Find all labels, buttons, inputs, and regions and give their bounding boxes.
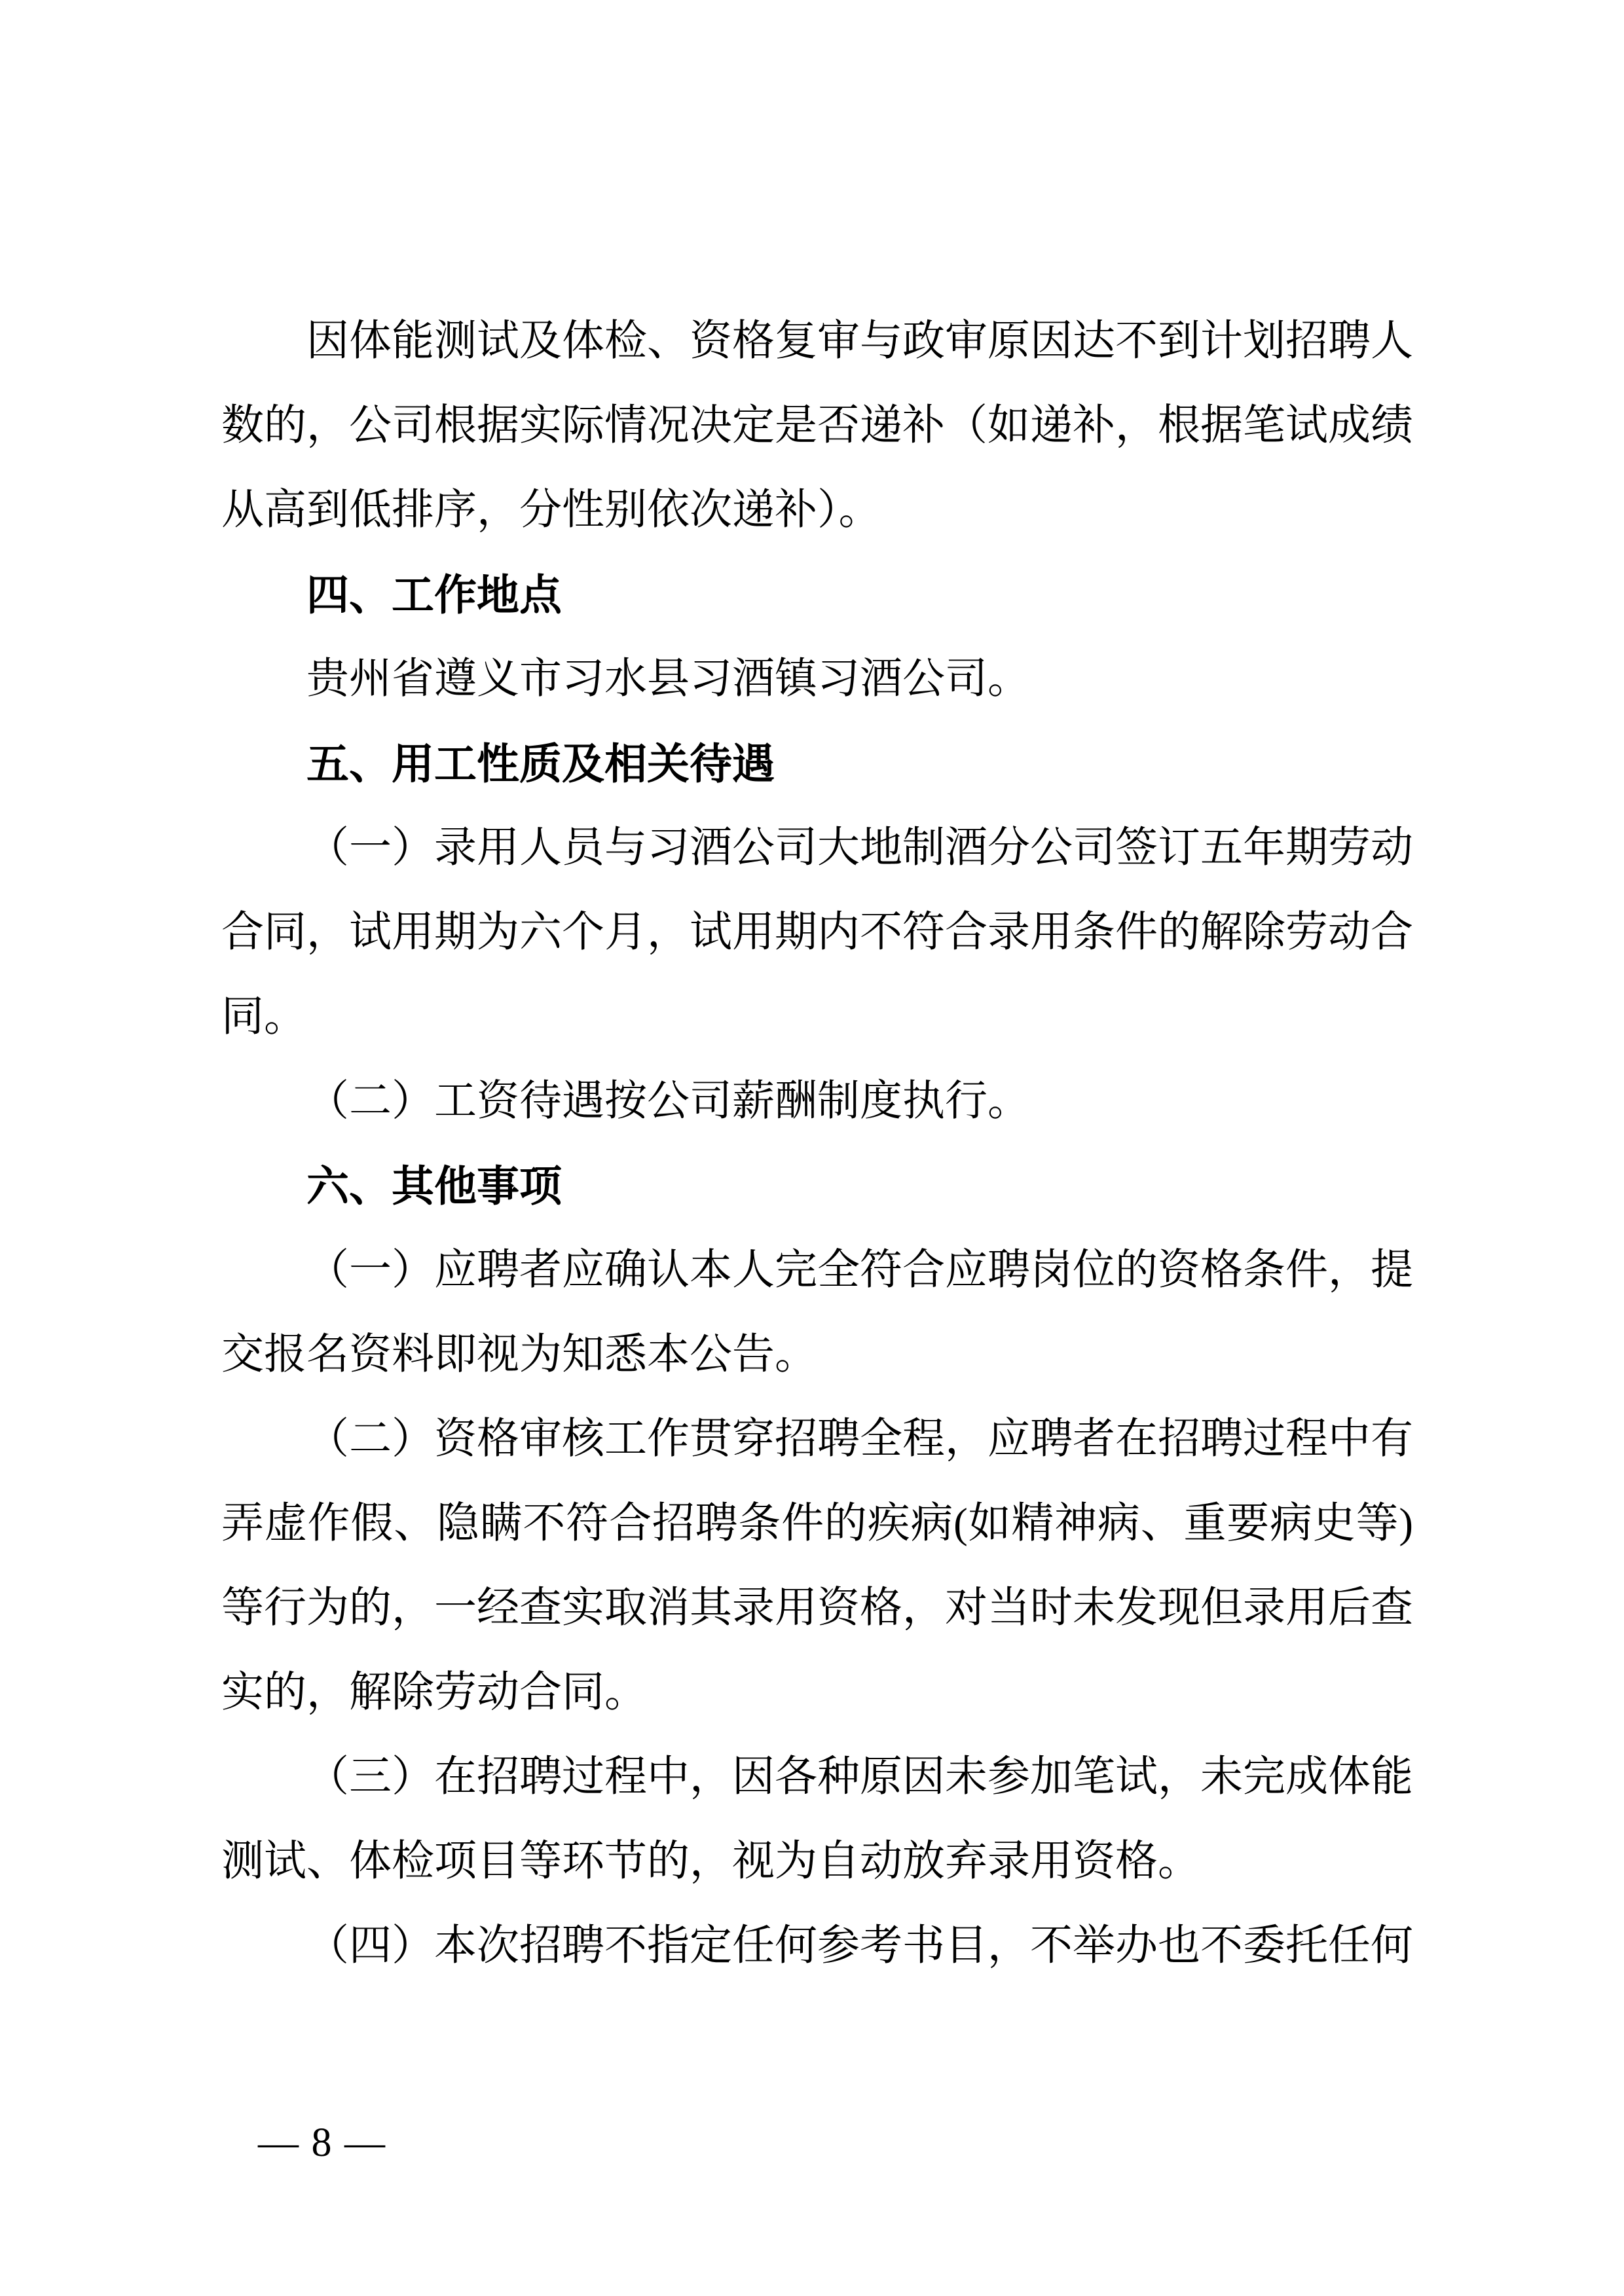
text-line: 从高到低排序，分性别依次递补）。 — [221, 486, 881, 534]
text-line: 等行为的，一经查实取消其录用资格，对当时未发现但录用后查 — [221, 1584, 1414, 1631]
text-line: （一）应聘者应确认本人完全符合应聘岗位的资格条件，提 — [306, 1247, 1414, 1294]
text-line: （三）在招聘过程中，因各种原因未参加笔试，未完成体能 — [306, 1753, 1414, 1800]
text-line: 合同，试用期为六个月，试用期内不符合录用条件的解除劳动合 — [221, 909, 1414, 956]
text-line: 弄虚作假、隐瞒不符合招聘条件的疾病(如精神病、重要病史等) — [221, 1500, 1413, 1547]
section-heading: 五、用工性质及相关待遇 — [306, 740, 775, 788]
text-line: 测试、体检项目等环节的，视为自动放弃录用资格。 — [221, 1838, 1201, 1885]
section-heading: 六、其他事项 — [306, 1162, 563, 1210]
text-line: 因体能测试及体检、资格复审与政审原因达不到计划招聘人 — [306, 318, 1414, 365]
text-line: 同。 — [221, 993, 307, 1040]
text-line: 数的，公司根据实际情况决定是否递补（如递补，根据笔试成绩 — [221, 402, 1414, 449]
page-number: — 8 — — [258, 2121, 386, 2165]
text-line: （四）本次招聘不指定任何参考书目，不举办也不委托任何 — [306, 1922, 1414, 1969]
document-body — [221, 299, 1413, 1988]
text-line: 交报名资料即视为知悉本公告。 — [221, 1331, 818, 1378]
section-heading: 四、工作地点 — [306, 571, 563, 619]
text-line: （二）资格审核工作贯穿招聘全程，应聘者在招聘过程中有 — [306, 1415, 1414, 1463]
text-line: （一）录用人员与习酒公司大地制酒分公司签订五年期劳动 — [306, 824, 1414, 871]
text-line: 实的，解除劳动合同。 — [221, 1669, 648, 1716]
text-line: （二）工资待遇按公司薪酬制度执行。 — [306, 1078, 1031, 1125]
text-line: 贵州省遵义市习水县习酒镇习酒公司。 — [306, 655, 1031, 702]
